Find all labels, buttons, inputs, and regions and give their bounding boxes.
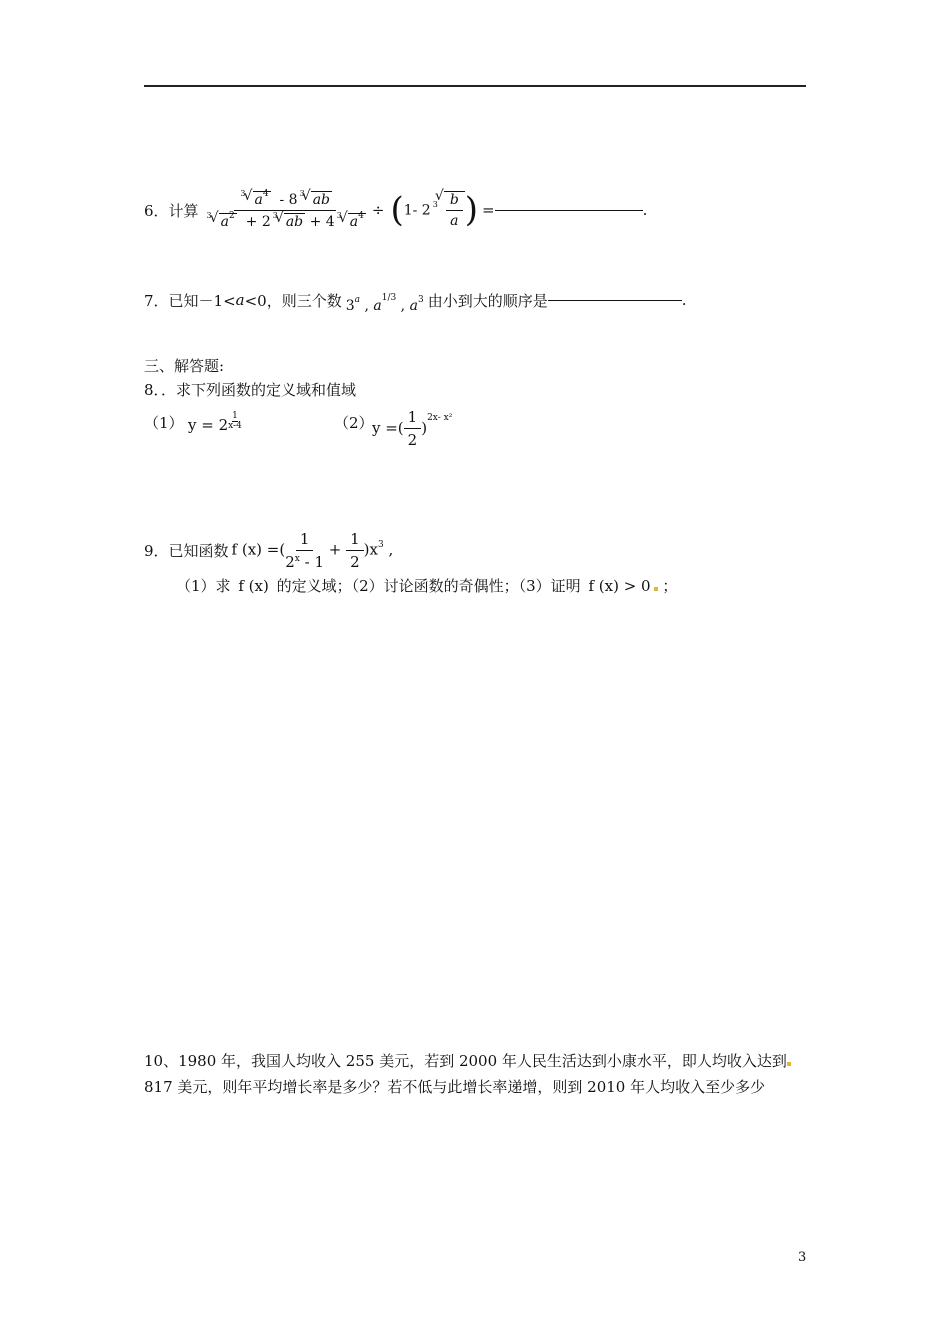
q8-label: 8．．求下列函数的定义域和值域: [144, 381, 357, 399]
q7-label: 7．已知－1<: [144, 291, 236, 310]
q8-part2-formula: y =( $\frac{1}{2}$ ) 2x- x²: [372, 407, 453, 449]
q6-label: 6．计算: [144, 201, 199, 220]
q6-divide: ÷: [371, 201, 385, 219]
q9-subquestions: [176, 575, 677, 596]
q6-close-paren: ): [464, 190, 479, 230]
q9-sub1: （1）求: [176, 577, 231, 595]
q6-open-paren: (: [390, 190, 404, 230]
q10-line-2: 817 美元，则年平均增长率是多少？若不低与此增长率递增，则到 2010 年人均收入至少多少: [144, 1078, 766, 1096]
q9-inequality: f (x) > 0: [588, 577, 651, 595]
q7-answer-blank: [548, 299, 682, 301]
q7-end: .: [681, 291, 687, 309]
q6-equals: =: [482, 201, 495, 219]
q8-part1-label: （1）: [144, 414, 184, 432]
q6-denominator: $^3$√ $a^2 + 2$ $^3$√ ab + 4 $^3$√ $a^4$: [205, 211, 366, 230]
q10-line1-text: 10、1980 年，我国人均收入 255 美元，若到 2000 年人民生活达到小康水平，即人均收入达到: [144, 1052, 787, 1070]
q6-numerator: $^3$√ $a^4 - 8$ $^3$√ ab: [234, 191, 336, 211]
q9-formula: f (x) =( $\frac{1}{2^x - 1}$ + $\frac{1}{2}$ )$x^3$ ,: [231, 529, 394, 571]
highlight-mark: [654, 587, 658, 591]
q6-end: .: [642, 201, 648, 219]
q6-answer-blank: [495, 209, 643, 211]
q7-var-a: a: [235, 291, 245, 309]
section-3-heading: 三、解答题:: [144, 357, 225, 375]
q6-fraction: [205, 188, 366, 230]
q9-sub1b: 的定义域；（2）讨论函数的奇偶性；（3）证明: [276, 577, 581, 595]
q8-part1-formula: y = 2 $\frac{1}{x-4}$: [188, 411, 242, 434]
q8-part2-label: （2）: [334, 414, 374, 432]
q9-sub1c: ；: [662, 577, 678, 595]
q6-paren-expr: 1- 2 $^3$ √ $\frac{b}{a}$: [404, 191, 465, 229]
page-number: 3: [798, 1250, 807, 1265]
q10-line-1: [144, 1050, 791, 1071]
question-7: [144, 282, 686, 318]
question-9: [144, 528, 393, 572]
q7-numbers: 3$^a$ , $a^{1/3}$ , $a^3$: [345, 293, 424, 314]
question-6: [144, 180, 647, 240]
q7-mid: <0，则三个数: [244, 291, 342, 310]
q9-fx-1: f (x): [238, 577, 269, 595]
header-rule: [144, 85, 806, 87]
q9-label: 9．已知函数: [144, 541, 229, 560]
q7-after: 由小到大的顺序是: [427, 291, 548, 310]
highlight-mark-2: [787, 1062, 791, 1066]
